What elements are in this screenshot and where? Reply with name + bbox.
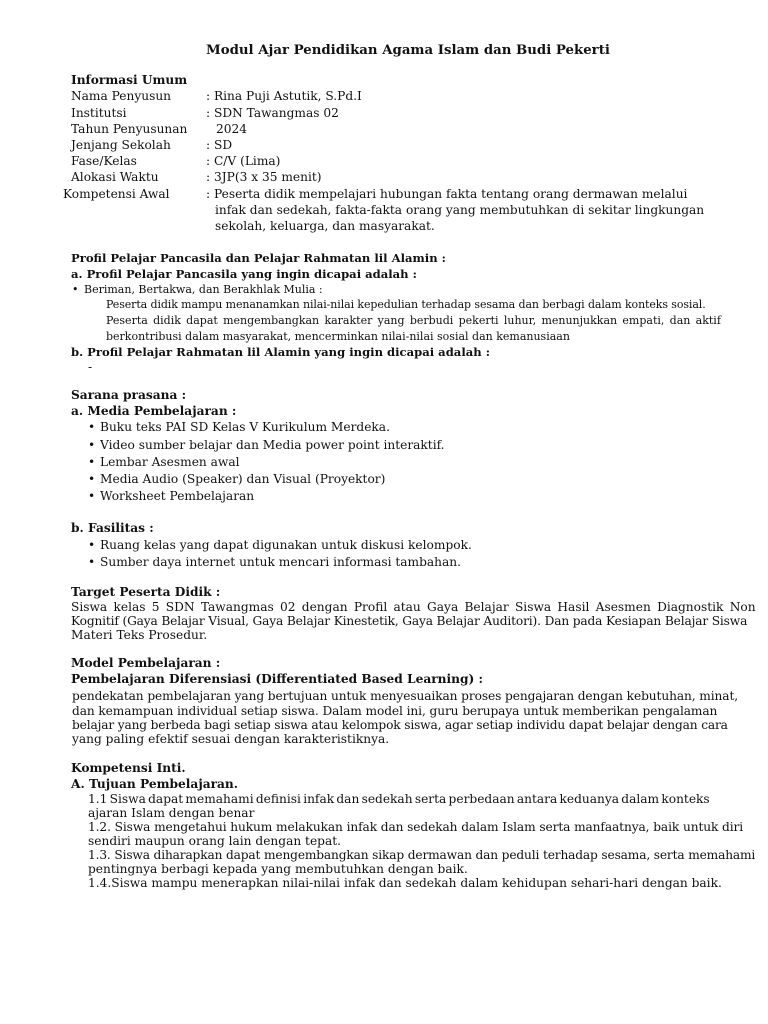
info-value-kompetensi-line: : Peserta didik mempelajari hubungan fakta tentang orang dermawan melalui [206,187,688,201]
info-heading: Informasi Umum [71,73,188,87]
info-value-tahun: 2024 [216,122,248,136]
media-item: • Buku teks PAI SD Kelas V Kurikulum Merdeka. [100,420,390,435]
model-line: belajar yang berbeda bagi setiap siswa atau kelompok siswa, agar setiap individu dapat belajar dengan cara [72,718,728,732]
info-value-fase: : C/V (Lima) [206,154,281,168]
info-label-nama: Nama Penyusun [71,89,172,103]
target-line: Siswa kelas 5 SDN Tawangmas 02 dengan Profil atau Gaya Belajar Siswa Hasil Asesmen Diagnostik Non [71,600,756,614]
info-label-kompetensi: Kompetensi Awal [63,187,170,201]
model-heading: Model Pembelajaran : [71,656,221,670]
info-value-nama: : Rina Puji Astutik, S.Pd.I [206,89,362,103]
info-value-kompetensi-line: infak dan sedekah, fakta-fakta orang yang membutuhkan di sekitar lingkungan [215,203,705,217]
kompetensi-inti-heading: Kompetensi Inti. [71,761,186,775]
target-heading: Target Peserta Didik : [71,585,221,599]
profil-heading: Profil Pelajar Pancasila dan Pelajar Rahmatan lil Alamin : [71,251,446,265]
profil-a-bullet: • Beriman, Bertakwa, dan Berakhlak Mulia : [84,282,323,297]
tujuan-item-line: ajaran Islam dengan benar [88,806,255,820]
info-label-tahun: Tahun Penyusunan [71,122,188,136]
tujuan-heading: A. Tujuan Pembelajaran. [71,777,239,791]
info-label-jenjang: Jenjang Sekolah [71,138,171,152]
profil-a-line: Peserta didik mampu menanamkan nilai-nilai kepedulian terhadap sesama dan berbagi dalam konteks sosial. [106,298,706,311]
media-item: • Video sumber belajar dan Media power point interaktif. [100,438,445,453]
tujuan-item-line: 1.2. Siswa mengetahui hukum melakukan infak dan sedekah dalam Islam serta manfaatnya, baik untuk diri [88,820,744,834]
profil-a-line: berkontribusi dalam masyarakat, mencerminkan nilai-nilai sosial dan kemanusiaan [106,330,570,343]
document-title: Modul Ajar Pendidikan Agama Islam dan Budi Pekerti [206,43,610,58]
tujuan-item-line: pentingnya berbagi kepada yang membutuhkan dengan baik. [88,862,468,876]
target-line: Kognitif (Gaya Belajar Visual, Gaya Belajar Kinestetik, Gaya Belajar Auditori). Dan pada Kesiapan Belajar Siswa [71,614,748,628]
info-value-kompetensi-line: sekolah, keluarga, dan masyarakat. [215,219,435,233]
profil-a-heading: a. Profil Pelajar Pancasila yang ingin dicapai adalah : [71,267,417,281]
tujuan-item-line: 1.3. Siswa diharapkan dapat mengembangkan sikap dermawan dan peduli terhadap sesama, serta memahami [88,848,756,862]
info-label-institusi: Institutsi [71,106,127,120]
profil-b-value: - [88,360,93,374]
model-subheading: Pembelajaran Diferensiasi (Differentiated Based Learning) : [71,672,484,686]
profil-a-line: Peserta didik dapat mengembangkan karakter yang berbudi pekerti luhur, menunjukkan empati, dan aktif [106,314,721,327]
media-item: • Media Audio (Speaker) dan Visual (Proyektor) [100,472,385,487]
media-item: • Worksheet Pembelajaran [100,489,254,504]
fasilitas-heading: b. Fasilitas : [71,521,154,535]
info-value-alokasi: : 3JP(3 x 35 menit) [206,170,322,184]
fasilitas-item: • Sumber daya internet untuk mencari informasi tambahan. [100,555,461,570]
fasilitas-item: • Ruang kelas yang dapat digunakan untuk diskusi kelompok. [100,538,472,553]
tujuan-item-line: 1.1 Siswa dapat memahami definisi infak dan sedekah serta perbedaan antara keduanya dalam konteks [88,792,710,806]
info-label-fase: Fase/Kelas [71,154,137,168]
target-line: Materi Teks Prosedur. [71,628,208,642]
model-line: dan kemampuan individual setiap siswa. Dalam model ini, guru berupaya untuk memberikan pengalaman [72,704,718,718]
model-line: pendekatan pembelajaran yang bertujuan untuk menyesuaikan proses pengajaran dengan kebutuhan, minat, [72,689,739,703]
media-heading: a. Media Pembelajaran : [71,404,237,418]
media-item: • Lembar Asesmen awal [100,455,240,470]
info-label-alokasi: Alokasi Waktu [71,170,159,184]
tujuan-item-line: 1.4.Siswa mampu menerapkan nilai-nilai infak dan sedekah dalam kehidupan sehari-hari dengan baik. [88,876,722,890]
info-value-jenjang: : SD [206,138,233,152]
model-line: yang paling efektif sesuai dengan karakteristiknya. [72,732,390,746]
tujuan-item-line: sendiri maupun orang lain dengan tepat. [88,834,342,848]
info-value-institusi: : SDN Tawangmas 02 [206,106,339,120]
profil-b-heading: b. Profil Pelajar Rahmatan lil Alamin yang ingin dicapai adalah : [71,345,490,359]
sarana-heading: Sarana prasana : [71,388,187,402]
